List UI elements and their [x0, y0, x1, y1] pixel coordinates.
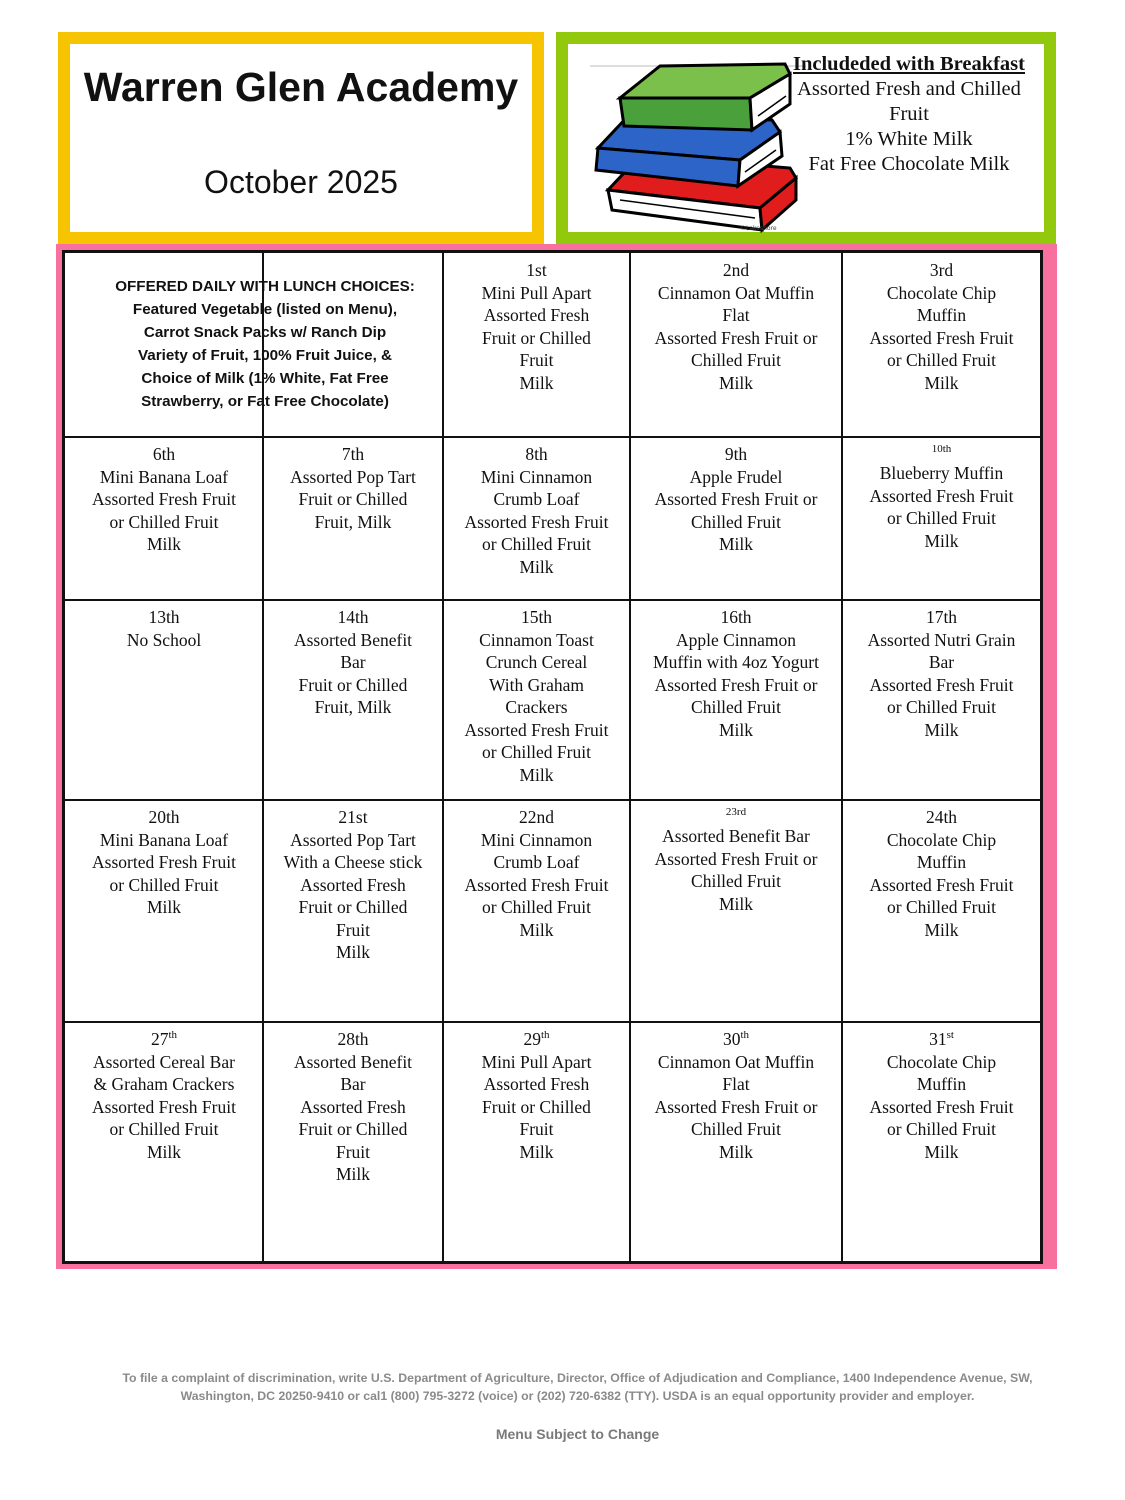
day-date-number: 31 [929, 1029, 947, 1049]
menu-line: Crumb Loaf [493, 852, 580, 872]
menu-line: Assorted Cereal Bar [93, 1051, 235, 1072]
day-date-number: 30 [722, 1029, 741, 1049]
day-cell [65, 1022, 263, 1263]
day-date: 7th [341, 444, 365, 464]
daily-lunch-note [105, 275, 425, 413]
menu-line: With Graham [488, 674, 585, 695]
menu-line: Flat [722, 1074, 750, 1094]
menu-line: Chilled Fruit [691, 511, 781, 532]
menu-line: Fruit [519, 1119, 554, 1139]
day-date: 20th [148, 807, 180, 827]
menu-line: Assorted Nutri Grain [867, 629, 1016, 650]
day-date: 21st [338, 807, 368, 827]
menu-line: Muffin with 4oz Yogurt [653, 652, 819, 672]
menu-line: Cinnamon Toast [479, 629, 594, 650]
day-cell [443, 437, 630, 600]
menu-line: Assorted Fresh Fruit or [654, 489, 818, 509]
menu-line: Fruit or Chilled [298, 1119, 408, 1139]
menu-line: or Chilled Fruit [887, 350, 996, 370]
menu-line: Milk [519, 372, 554, 393]
menu-line: or Chilled Fruit [887, 897, 996, 917]
day-date: 28th [337, 1029, 369, 1049]
menu-line: Cinnamon Oat Muffin [657, 282, 815, 303]
menu-line: Chilled Fruit [691, 1119, 781, 1139]
breakfast-item: Fat Free Chocolate Milk [808, 153, 1010, 175]
menu-line: Mini Cinnamon [480, 829, 593, 850]
day-date: 16th [720, 607, 752, 627]
menu-line: Crackers [505, 697, 568, 717]
menu-line: Assorted Benefit [293, 1051, 413, 1072]
menu-line: or Chilled Fruit [482, 742, 591, 762]
day-date [443, 1028, 630, 1051]
menu-line: Assorted Fresh [483, 1074, 590, 1094]
menu-line: Apple Frudel [689, 466, 783, 487]
menu-line: Cinnamon Oat Muffin [657, 1051, 815, 1072]
day-date-suffix: th [168, 1029, 178, 1042]
menu-line: Milk [718, 893, 754, 914]
day-cell [65, 800, 263, 1022]
day-date: 1st [526, 260, 547, 280]
day-cell [630, 437, 842, 600]
menu-line: or Chilled Fruit [887, 508, 996, 528]
menu-line: Mini Pull Apart [481, 1051, 592, 1072]
menu-line: Milk [146, 897, 182, 917]
menu-line: Mini Pull Apart [481, 282, 592, 303]
day-date: 23rd [725, 806, 747, 818]
menu-line: Fruit [335, 1141, 371, 1162]
day-cell [842, 1022, 1041, 1263]
day-cell [842, 600, 1041, 800]
day-cell [842, 253, 1041, 437]
menu-line: Assorted Fresh Fruit or [654, 327, 818, 348]
menu-line: Blueberry Muffin [879, 463, 1004, 483]
school-name [70, 62, 532, 112]
menu-line: Milk [718, 719, 754, 740]
menu-line: Crumb Loaf [493, 489, 580, 509]
menu-line: Muffin [916, 852, 967, 872]
menu-line: or Chilled Fruit [887, 1119, 996, 1139]
menu-line: Assorted Fresh Fruit or [654, 674, 818, 695]
day-cell [263, 1022, 443, 1263]
breakfast-item: 1% White Milk [845, 128, 973, 150]
day-cell [842, 437, 1041, 600]
menu-line: Bar [928, 652, 955, 672]
menu-line: or Chilled Fruit [109, 1119, 219, 1139]
menu-line: Assorted Fresh [300, 1096, 406, 1117]
menu-line: Assorted Pop Tart [290, 466, 416, 487]
day-date: 10th [931, 443, 952, 455]
menu-line: Milk [924, 719, 959, 740]
menu-line: Mini Banana Loaf [99, 829, 229, 850]
menu-line: Chilled Fruit [691, 697, 781, 717]
day-date-suffix: th [540, 1029, 550, 1042]
menu-line: Chocolate Chip [886, 282, 997, 303]
usda-notice: To file a complaint of discrimination, write U.S. Department of Agriculture, Director, Office of Adjudication and Compliance, 1400 Independence Avenue, SW, Washington, DC 20250-9410 or cal1 (800) 795-3272 (voice) or (202) 720-6382 (TTY). USDA is an equal opportunity provider and employer. [122, 1371, 1033, 1403]
menu-line: Milk [924, 1141, 959, 1162]
menu-line: Milk [924, 372, 959, 393]
day-date [65, 1028, 263, 1051]
menu-line: Assorted Fresh Fruit [869, 485, 1014, 506]
daily-note-line: Featured Vegetable (listed on Menu), [132, 301, 398, 318]
menu-line: Milk [718, 372, 754, 393]
menu-line: Milk [335, 1164, 371, 1184]
menu-line: or Chilled Fruit [887, 697, 996, 717]
menu-line: Milk [146, 534, 182, 554]
menu-line: Assorted Fresh Fruit [869, 874, 1014, 895]
menu-line: Muffin [916, 305, 967, 325]
menu-line: Flat [722, 305, 750, 325]
day-cell [443, 1022, 630, 1263]
daily-note-line: Strawberry, or Fat Free Chocolate) [141, 393, 389, 410]
menu-line: or Chilled Fruit [109, 874, 219, 895]
daily-note-line: Variety of Fruit, 100% Fruit Juice, & [137, 347, 393, 364]
menu-line: Assorted Fresh Fruit [464, 511, 609, 532]
menu-line: Milk [519, 556, 554, 577]
image-credit: ©Lakeshore [740, 225, 777, 232]
day-cell [443, 253, 630, 437]
menu-line: Muffin [916, 1074, 967, 1094]
menu-line: Fruit or Chilled [482, 1096, 591, 1117]
day-cell [630, 600, 842, 800]
day-cell [263, 800, 443, 1022]
menu-line: Milk [146, 1141, 182, 1162]
menu-line: Fruit [335, 919, 371, 940]
menu-line: Assorted Fresh Fruit [92, 489, 236, 509]
menu-calendar [62, 250, 1043, 1264]
day-date: 17th [925, 607, 958, 627]
day-cell [630, 1022, 842, 1263]
day-cell [630, 800, 842, 1022]
day-cell [443, 600, 630, 800]
menu-line: Fruit or Chilled [482, 327, 591, 348]
day-date-suffix: st [946, 1029, 954, 1042]
menu-line: Milk [335, 942, 371, 962]
day-date: 6th [152, 444, 176, 464]
menu-line: Milk [519, 764, 554, 785]
menu-line: Milk [718, 1141, 754, 1162]
menu-line: Fruit or Chilled [298, 674, 408, 695]
menu-line: Assorted Benefit Bar [662, 826, 810, 846]
menu-line: Assorted Fresh Fruit or [654, 848, 818, 869]
menu-line: Fruit or Chilled [298, 489, 408, 509]
menu-line: Chilled Fruit [691, 871, 781, 891]
daily-note-line: Carrot Snack Packs w/ Ranch Dip [143, 324, 387, 341]
day-date: 14th [337, 607, 369, 627]
menu-line: & Graham Crackers [93, 1074, 235, 1094]
day-date: 3rd [929, 260, 954, 280]
title-box [58, 32, 544, 244]
breakfast-heading: Includeded with Breakfast [793, 53, 1025, 75]
day-date: 13th [148, 607, 180, 627]
day-cell [65, 437, 263, 600]
menu-line: No School [126, 629, 202, 650]
breakfast-item: Assorted Fresh and Chilled Fruit [797, 78, 1021, 125]
day-date-number: 29 [523, 1029, 541, 1049]
menu-line: Assorted Fresh [300, 874, 406, 895]
day-cell [443, 800, 630, 1022]
menu-line: Chocolate Chip [886, 1051, 997, 1072]
menu-month: October 2025 [204, 164, 398, 200]
menu-line: Fruit, Milk [314, 697, 392, 717]
menu-line: Assorted Fresh Fruit [869, 674, 1014, 695]
menu-line: Crunch Cereal [485, 652, 588, 672]
breakfast-box [556, 32, 1056, 244]
day-date: 2nd [722, 260, 750, 280]
menu-line: Assorted Fresh Fruit [464, 719, 609, 740]
menu-line: Assorted Fresh Fruit [92, 852, 236, 872]
menu-line: Chilled Fruit [691, 350, 781, 370]
day-date: 15th [520, 607, 553, 627]
day-cell [263, 600, 443, 800]
day-date [630, 1028, 842, 1051]
menu-line: Assorted Fresh Fruit [869, 1096, 1014, 1117]
menu-line: Apple Cinnamon [675, 629, 797, 650]
menu-line: Bar [340, 1074, 366, 1094]
menu-line: Fruit [519, 350, 554, 370]
menu-line: or Chilled Fruit [482, 897, 591, 917]
menu-line: With a Cheese stick [283, 852, 423, 872]
menu-line: or Chilled Fruit [109, 511, 219, 532]
stack-of-books-icon [590, 60, 806, 234]
menu-line: Assorted Benefit [293, 629, 413, 650]
school-name-line-1: Warren Glen [83, 64, 327, 110]
menu-change-note: Menu Subject to Change [495, 1426, 660, 1442]
menu-line: Milk [924, 530, 959, 551]
menu-line: Milk [718, 534, 754, 554]
menu-line: or Chilled Fruit [482, 534, 591, 554]
day-cell [65, 600, 263, 800]
day-cell [842, 800, 1041, 1022]
day-cell [630, 253, 842, 437]
breakfast-info [776, 52, 1042, 177]
menu-line: Milk [924, 919, 959, 940]
school-name-line-2: Academy [335, 64, 519, 110]
day-date: 22nd [519, 807, 554, 827]
day-date-number: 27 [150, 1029, 169, 1049]
menu-line: Milk [519, 919, 554, 940]
day-date: 8th [525, 444, 548, 464]
menu-line: Assorted Fresh Fruit [92, 1096, 236, 1117]
day-date: 24th [925, 807, 958, 827]
day-cell [263, 437, 443, 600]
menu-line: Fruit or Chilled [298, 897, 408, 917]
menu-line: Fruit, Milk [314, 511, 392, 532]
menu-line: Assorted Fresh Fruit or [654, 1096, 818, 1117]
menu-line: Assorted Fresh [483, 305, 590, 325]
daily-note-line: Choice of Milk (1% White, Fat Free [141, 370, 389, 387]
menu-line: Mini Banana Loaf [99, 466, 229, 487]
menu-line: Milk [519, 1141, 554, 1162]
menu-line: Assorted Fresh Fruit [869, 327, 1014, 348]
day-date: 9th [724, 444, 748, 464]
menu-line: Mini Cinnamon [480, 466, 593, 487]
day-date [842, 1028, 1041, 1051]
menu-line: Assorted Fresh Fruit [464, 874, 609, 895]
menu-line: Chocolate Chip [886, 829, 997, 850]
menu-line: Bar [340, 652, 366, 672]
daily-note-line: OFFERED DAILY WITH LUNCH CHOICES: [115, 278, 415, 295]
menu-line: Assorted Pop Tart [290, 829, 416, 850]
day-date-suffix: th [740, 1029, 750, 1042]
